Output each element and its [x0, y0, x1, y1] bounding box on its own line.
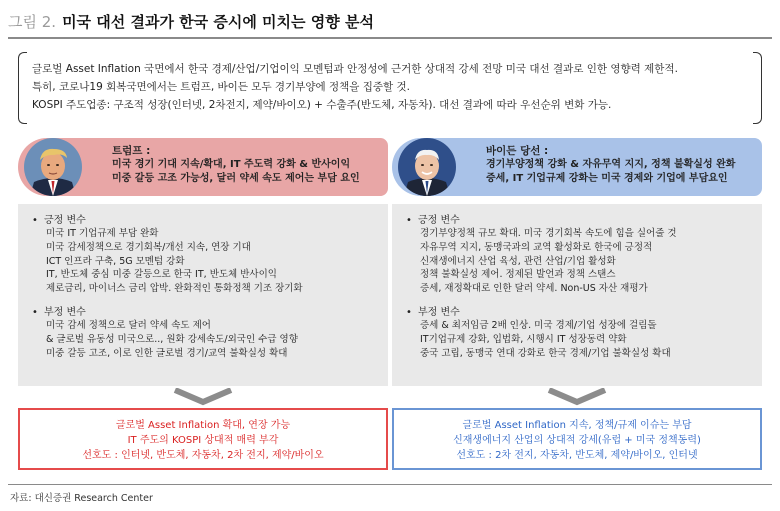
result-line: 글로벌 Asset Inflation 확대, 연장 가능	[115, 420, 291, 431]
biden-desc-line: 증세, IT 기업규제 강화는 미국 경제와 기업에 부담요인	[486, 173, 728, 184]
biden-result-box	[392, 408, 762, 470]
trump-column	[18, 138, 388, 470]
biden-banner	[392, 138, 762, 196]
intro-line: 특히, 코로나19 회복국면에서는 트럼프, 바이든 모두 경기부양에 정책을 집중할 것.	[32, 81, 410, 93]
list-item: 미국 감세 정책으로 달러 약세 속도 제어	[46, 319, 211, 331]
intro-line: KOSPI 주도업종: 구조적 성장(인터넷, 2차전지, 제약/바이오) + 수출주(반도체, 자동차). 대선 결과에 따라 우선순위 변화 가능.	[32, 99, 612, 111]
list-item: 중국 고립, 동맹국 연대 강화로 한국 경제/기업 불확실성 확대	[420, 347, 671, 359]
list-item: 자유무역 지지, 동맹국과의 교역 활성화로 한국에 긍정적	[420, 241, 653, 253]
list-item: 미중 갈등 고조, 이로 인한 글로벌 경기/교역 불확실성 확대	[46, 347, 288, 359]
list-item: 증세, 재정확대로 인한 달러 약세. Non-US 자산 재평가	[420, 283, 648, 295]
biden-positive-heading: • 긍정 변수	[406, 215, 460, 226]
list-item: ICT 인프라 구축, 5G 모멘텀 강화	[46, 255, 185, 267]
biden-desc-line: 경기부양정책 강화 & 자유무역 지지, 정책 불확실성 완화	[486, 159, 736, 170]
chevron-down-icon	[392, 386, 762, 408]
biden-negative-heading: • 부정 변수	[406, 306, 460, 318]
biden-column	[392, 138, 762, 470]
list-item: & 글로벌 유동성 미국으로.., 원화 강세속도/외국인 수급 영향	[46, 333, 298, 345]
list-item: 정책 불확실성 제어. 정제된 발언과 정책 스탠스	[420, 269, 616, 281]
figure-number: 그림 2.	[8, 12, 57, 31]
trump-label: 트럼프 :	[112, 145, 151, 157]
trump-desc-line: 미국 경기 기대 지속/확대, IT 주도력 강화 & 반사이익	[112, 159, 351, 170]
list-item: IT, 반도체 중심 미중 갈등으로 한국 IT, 반도체 반사이익	[46, 269, 277, 281]
biden-label: 바이든 당선 :	[486, 145, 549, 157]
trump-factors-panel	[18, 204, 388, 386]
result-line: 선호도 : 인터넷, 반도체, 자동차, 2차 전지, 제약/바이오	[82, 450, 324, 461]
list-item: 미국 감세정책으로 경기회복/개선 지속, 연장 기대	[46, 241, 251, 253]
trump-positive-heading: • 긍정 변수	[32, 215, 86, 226]
list-item: 미국 IT 기업규제 부담 완화	[46, 228, 159, 239]
list-item: IT기업규제 강화, 입법화, 시행시 IT 성장동력 약화	[420, 333, 627, 345]
intro-line: 글로벌 Asset Inflation 국면에서 한국 경제/산업/기업이익 모멘텀과 안정성에 근거한 상대적 강세 전망 미국 대선 결과로 인한 영향력 제한적.	[32, 63, 678, 75]
biden-factors-panel	[392, 204, 762, 386]
trump-negative-heading: • 부정 변수	[32, 306, 86, 318]
list-item: 제로금리, 마이너스 금리 압박. 완화적인 통화정책 기조 장기화	[46, 283, 303, 295]
title-divider	[8, 37, 772, 39]
figure-title: 미국 대선 결과가 한국 증시에 미치는 영향 분석	[62, 12, 374, 31]
result-line: IT 주도의 KOSPI 상대적 매력 부각	[127, 435, 279, 446]
figure-title-row	[8, 6, 374, 36]
chevron-down-icon	[18, 386, 388, 408]
result-line: 글로벌 Asset Inflation 지속, 정책/규제 이슈는 부담	[462, 420, 692, 431]
trump-avatar	[24, 138, 82, 196]
footer-divider	[8, 484, 772, 485]
list-item: 신재생에너지 산업 육성, 관련 산업/기업 활성화	[420, 255, 616, 267]
result-line: 선호도 : 2차 전지, 자동차, 반도체, 제약/바이오, 인터넷	[456, 450, 698, 461]
list-item: 경기부양정책 규모 확대. 미국 경기회복 속도에 힘을 실어줄 것	[420, 228, 677, 239]
source-note: 자료: 대신증권 Research Center	[10, 493, 153, 504]
trump-desc-line: 미중 갈등 고조 가능성, 달러 약세 속도 제어는 부담 요인	[112, 173, 360, 184]
list-item: 증세 & 최저임금 2배 인상. 미국 경제/기업 성장에 걸림돌	[420, 319, 657, 331]
biden-avatar	[398, 138, 456, 196]
trump-banner	[18, 138, 388, 196]
intro-summary	[18, 52, 762, 124]
trump-result-box	[18, 408, 388, 470]
result-line: 신재생에너지 산업의 상대적 강세(유럽 + 미국 정책동력)	[453, 435, 701, 446]
